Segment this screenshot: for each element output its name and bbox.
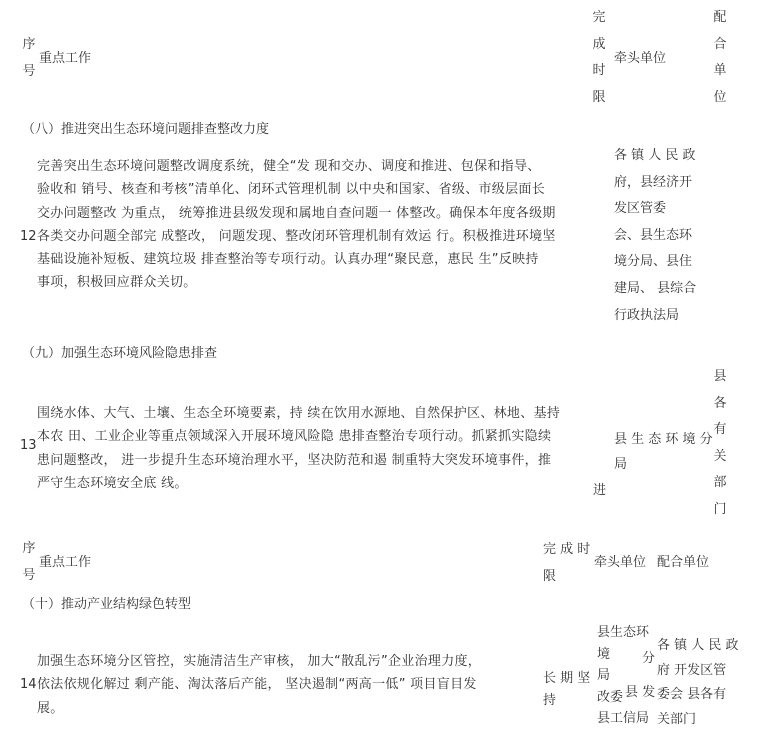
header-seq: 序号 (22, 37, 36, 79)
header2-seq: 序号 (22, 541, 36, 583)
row-number-14: 14 (20, 677, 37, 692)
section-heading-9: （九）加强生态环境风险隐患排查 (22, 346, 218, 361)
row-14-coop-line: 关部门 (657, 711, 697, 727)
row-12-lead-line: 行政执法局 (614, 307, 680, 323)
row-12-work (37, 155, 556, 295)
row-14-deadline-line: 长 期 坚 (543, 671, 591, 686)
row-12-lead-line: 境分局、县住 (614, 254, 693, 270)
header-lead: 牵头单位 (614, 51, 667, 66)
row-13-coop: 县各有关部门 (713, 369, 727, 517)
row-14-line: 展。 (37, 700, 64, 716)
header2-deadline-top: 完 成 时 (543, 542, 591, 557)
row-12-line: 完善突出生态环境问题整改调度系统，健全“发 现和交办、调度和推进、包保和指导、 (37, 159, 541, 174)
row-13-lead-line: 局 (614, 457, 628, 472)
row-14-deadline (543, 668, 590, 712)
row-14-coop-line: 委会 县各有 (657, 687, 727, 702)
row-number-12: 12 (20, 229, 37, 244)
row-14-lead-b (617, 648, 655, 704)
row-13-lead (614, 427, 713, 477)
row-14-work (37, 650, 481, 720)
row-14-lead-b-line: 分 (642, 651, 656, 666)
row-12-line: 事项，积极回应群众关切。 (37, 275, 197, 291)
row-14-lead-line: 改委 (597, 689, 624, 705)
row-14-line: 依法依规化解过 剩产能、淘汰落后产能， 坚决遏制“两高一低” 项目盲目发 (37, 677, 477, 693)
row-12-line: 验收和 销号、核查和考核”清单化、闭环式管理机制 以中央和国家、省级、市级层面长 (37, 182, 545, 198)
row-12-line: 交办问题整改 为重点， 统筹推进县级发现和属地自查问题一 体整改。确保本年度各级期 (37, 205, 556, 221)
row-13-line: 严守生态环境安全底 线。 (37, 475, 188, 491)
row-13-line: 患问题整改， 进一步提升生态环境治理水平，坚决防范和遏 制重特大突发环境事件，推 (37, 452, 552, 468)
row-14-lead-line: 县工信局 (597, 711, 650, 726)
row-14-lead-line: 县生态环 (597, 625, 650, 640)
header2-work: 重点工作 (39, 555, 92, 570)
row-12-lead-line: 发区管委 (614, 201, 667, 217)
row-13-line: 本农 田、工业企业等重点领域深入开展环境风险隐 患排查整治专项行动。抓紧抓实隐续 (37, 429, 552, 445)
row-14-coop-line: 府 开发区管 (657, 662, 727, 678)
header2-lead: 牵头单位 (594, 555, 647, 570)
header-coop: 配合单位 (713, 10, 727, 105)
row-13-work (37, 402, 560, 495)
header2-deadline-bottom: 限 (543, 569, 557, 584)
row-14-lead-b-line: 县 发 (625, 685, 656, 700)
row-14-coop (657, 634, 739, 732)
row-14-line: 加强生态环境分区管控，实施清洁生产审核， 加大“散乱污”企业治理力度， (37, 654, 482, 669)
row-14-lead-line: 局 (597, 668, 611, 683)
row-13-deadline-tail: 进 (593, 483, 607, 498)
row-12-line: 各类交办问题全部完 成整改， 问题发现、整改闭环管理机制有效运 行。积极推进环境坚 (37, 228, 556, 244)
section-heading-10: （十）推动产业结构绿色转型 (22, 597, 192, 612)
header-work: 重点工作 (39, 51, 92, 66)
row-14-coop-line: 各 镇 人 民 政 (657, 638, 739, 653)
row-14-deadline-line: 持 (543, 693, 557, 708)
row-13-lead-line: 县 生 态 环 境 分 (614, 432, 713, 447)
row-13-line: 围绕水体、大气、土壤、生态全环境要素，持 续在饮用水源地、自然保护区、林地、基持 (37, 406, 561, 421)
row-12-lead-line: 建局、 县综合 (614, 280, 697, 296)
row-12-line: 基础设施补短板、建筑垃圾 排查整治等专项行动。认真办理“聚民意，惠民 生”反映持 (37, 252, 539, 268)
header-deadline: 完成时限 (592, 10, 606, 105)
row-14-lead-line: 境 (597, 646, 611, 662)
row-number-13: 13 (20, 438, 37, 453)
section-heading-8: （八）推进突出生态环境问题排查整改力度 (22, 122, 270, 137)
header2-coop: 配合单位 (657, 555, 710, 570)
row-12-lead-line: 会、县生态环 (614, 227, 693, 243)
row-12-lead-line: 各 镇 人 民 政 (614, 148, 696, 163)
row-12-lead (614, 143, 696, 329)
row-12-lead-line: 府，县经济开 (614, 174, 693, 190)
